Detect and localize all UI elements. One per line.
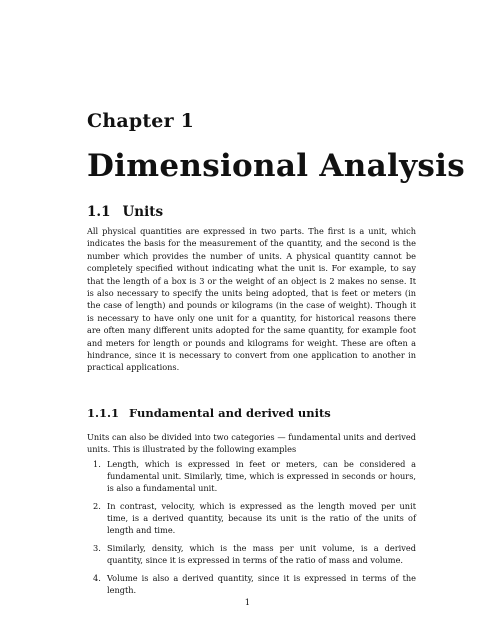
subsection-heading: [87, 406, 331, 420]
page-number: 1: [244, 598, 251, 608]
list-item: [87, 500, 416, 536]
section-paragraph: All physical quantities are expressed in two parts. The first is a unit, which indicates the basis for the measurement of the quantity, and the second is the number which provides the number of units. A physical quantity cannot be completely specified without indicating what the unit is. For example, to say that the length of a box is 3 or the weight of an object is 2 makes no sense. It is also necessary to specify the units being adopted, that is feet or meters (in the case of length) and pounds or kilograms (in the case of weight). Though it is necessary to have only one unit for a quantity, for historical reasons there are often many different units adopted for the same quantity, for example foot and meters for length or pounds and kilograms for weight. These are often a hindrance, since it is necessary to convert from one application to another in practical applications.: [87, 226, 416, 373]
list-item-text: Similarly, density, which is the mass per unit volume, is a derived quantity, since it is expressed in terms of the ratio of mass and volume.: [107, 543, 416, 565]
section-number: 1.1: [87, 204, 111, 220]
chapter-label: Chapter 1: [87, 110, 195, 132]
list-item-number: 4.: [93, 573, 101, 583]
subsection-title: Fundamental and derived units: [129, 406, 331, 420]
list-item-number: 1.: [93, 459, 101, 469]
subsection-paragraph: Units can also be divided into two categories — fundamental units and derived units. This is illustrated by the following examples: [87, 432, 416, 455]
list-item: [87, 572, 416, 596]
list-item: [87, 458, 416, 494]
enumerated-list: [87, 458, 416, 602]
section-title: Units: [122, 204, 164, 220]
list-item-text: Length, which is expressed in feet or meters, can be considered a fundamental unit. Similarly, time, which is expressed in seconds or hours, is also a fundamental unit.: [107, 459, 416, 493]
subsection-number: 1.1.1: [87, 406, 120, 420]
list-item-number: 3.: [93, 543, 101, 553]
list-item-text: In contrast, velocity, which is expressed as the length moved per unit time, is a derived quantity, because its unit is the ratio of the units of length and time.: [107, 501, 416, 535]
chapter-title: Dimensional Analysis: [87, 148, 465, 184]
section-heading: [87, 204, 163, 220]
list-item-text: Volume is also a derived quantity, since it is expressed in terms of the length.: [107, 573, 416, 595]
list-item-number: 2.: [93, 501, 101, 511]
list-item: [87, 542, 416, 566]
